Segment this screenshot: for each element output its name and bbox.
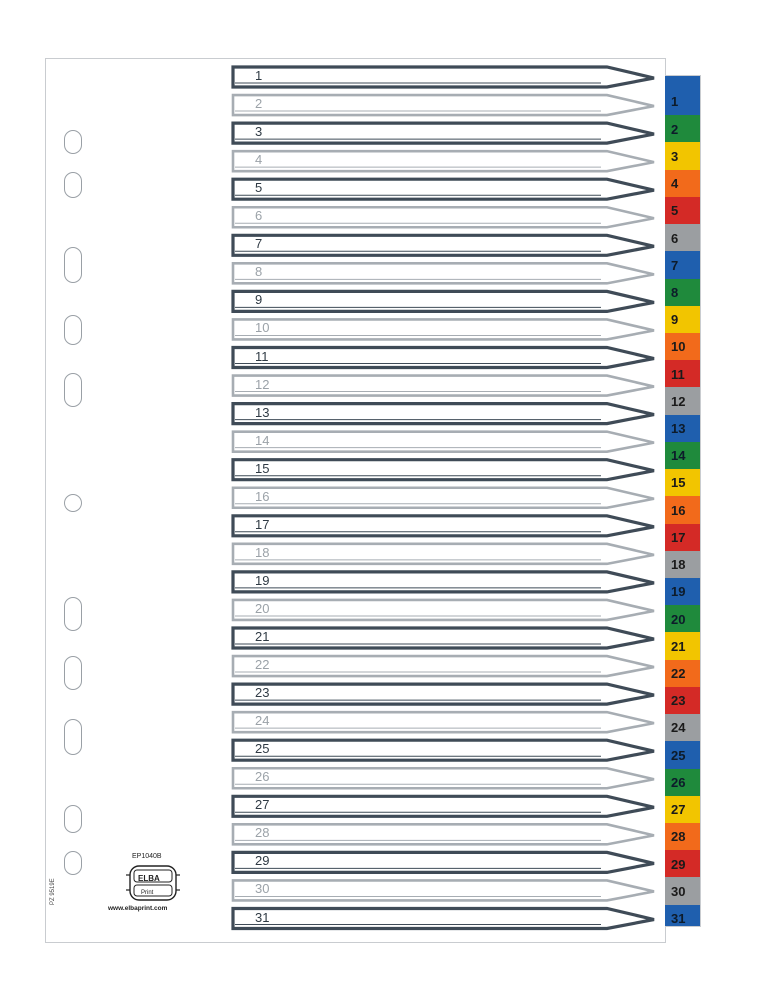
- logo-brand: ELBA: [138, 874, 160, 883]
- row-arrow-outline: [233, 123, 654, 143]
- row-number: 30: [255, 881, 270, 897]
- tab-label: 9: [665, 306, 700, 334]
- row-arrow-outline: [233, 740, 654, 760]
- row-arrow-outline: [233, 572, 654, 592]
- tab-strip: [665, 75, 701, 927]
- row-arrow-outline: [233, 628, 654, 648]
- row-number: 22: [255, 657, 270, 673]
- tab-label: 14: [665, 442, 700, 470]
- tab-label: 7: [665, 251, 700, 279]
- product-code: EP1040B: [132, 853, 162, 860]
- row-arrow-outline: [233, 544, 654, 564]
- row-number: 20: [255, 600, 270, 616]
- tab-label: 11: [665, 360, 700, 388]
- row-number: 8: [255, 264, 263, 280]
- row-number: 18: [255, 544, 270, 560]
- row-number: 1: [255, 68, 263, 83]
- row-arrow-outline: [233, 909, 654, 929]
- tab-label: 20: [665, 605, 700, 633]
- row-arrow-outline: [233, 151, 654, 171]
- row-arrow-outline: [233, 67, 654, 87]
- tab-label: 16: [665, 496, 700, 524]
- row-number: 31: [255, 909, 270, 925]
- row-arrow-outline: [233, 516, 654, 536]
- row-number: 23: [255, 685, 270, 701]
- tab-label: 21: [665, 632, 700, 660]
- row-number: 2: [255, 96, 263, 112]
- row-arrow-outline: [233, 263, 654, 283]
- row-number: 7: [255, 236, 263, 252]
- tab-label: 10: [665, 333, 700, 361]
- tab-label: 19: [665, 578, 700, 606]
- row-arrow-outline: [233, 95, 654, 115]
- row-arrow-outline: [233, 656, 654, 676]
- tab-label: 15: [665, 469, 700, 497]
- tab-label: 30: [665, 877, 700, 905]
- row-number: 12: [255, 376, 270, 392]
- row-number: 6: [255, 208, 263, 224]
- row-arrow-outline: [233, 684, 654, 704]
- side-code: PZ 9519E: [50, 878, 56, 905]
- row-number: 10: [255, 320, 270, 336]
- row-arrow-outline: [233, 488, 654, 508]
- tab-label: 5: [665, 197, 700, 225]
- tab-label: 17: [665, 524, 700, 552]
- tab-label: 3: [665, 142, 700, 170]
- tab-label: 24: [665, 714, 700, 742]
- row-arrow-outline: [233, 235, 654, 255]
- row-number: 19: [255, 572, 270, 588]
- tab-label: 12: [665, 387, 700, 415]
- tab-label: 1: [665, 88, 700, 116]
- tab-label: 27: [665, 796, 700, 824]
- row-number: 26: [255, 769, 270, 785]
- tab-label: 26: [665, 769, 700, 797]
- row-arrow-outline: [233, 768, 654, 788]
- row-number: 4: [255, 152, 263, 168]
- row-number: 13: [255, 404, 270, 420]
- row-arrow-outline: [233, 348, 654, 368]
- row-number: 3: [255, 124, 263, 140]
- row-arrow-outline: [233, 796, 654, 816]
- tab-label: 8: [665, 279, 700, 307]
- row-arrow-outline: [233, 824, 654, 844]
- row-number: 15: [255, 460, 270, 476]
- row-number: 11: [255, 348, 269, 364]
- row-arrow-outline: [233, 852, 654, 872]
- tab-label: 31: [665, 905, 700, 927]
- tab-label: 29: [665, 850, 700, 878]
- row-number: 9: [255, 292, 263, 308]
- row-arrow-outline: [233, 600, 654, 620]
- tab-label: 4: [665, 170, 700, 198]
- row-number: 16: [255, 488, 270, 504]
- tab-strip-top: [665, 76, 700, 88]
- tab-label: 18: [665, 551, 700, 579]
- row-arrow-outline: [233, 179, 654, 199]
- row-number: 21: [255, 629, 270, 644]
- row-number: 28: [255, 825, 270, 841]
- row-number: 14: [255, 432, 270, 448]
- tab-label: 25: [665, 741, 700, 769]
- tab-label: 13: [665, 415, 700, 443]
- tab-label: 28: [665, 823, 700, 851]
- logo-sub: Print: [141, 890, 154, 896]
- tab-label: 2: [665, 115, 700, 143]
- row-number: 5: [255, 180, 263, 196]
- brand-url: www.elbaprint.com: [108, 905, 168, 912]
- row-number: 17: [255, 516, 270, 532]
- tab-label: 22: [665, 660, 700, 688]
- row-number: 24: [255, 713, 270, 729]
- row-arrow-outline: [233, 291, 654, 311]
- row-number: 25: [255, 741, 270, 757]
- tab-label: 23: [665, 687, 700, 715]
- row-arrow-outline: [233, 207, 654, 227]
- row-arrow-outline: [233, 376, 654, 396]
- row-number: 29: [255, 853, 270, 869]
- tab-label: 6: [665, 224, 700, 252]
- row-arrow-outline: [233, 460, 654, 480]
- row-arrow-outline: [233, 880, 654, 900]
- row-arrow-outline: [233, 319, 654, 339]
- row-arrow-outline: [233, 404, 654, 424]
- row-arrow-outline: [233, 432, 654, 452]
- row-number: 27: [255, 797, 270, 813]
- row-arrow-outline: [233, 712, 654, 732]
